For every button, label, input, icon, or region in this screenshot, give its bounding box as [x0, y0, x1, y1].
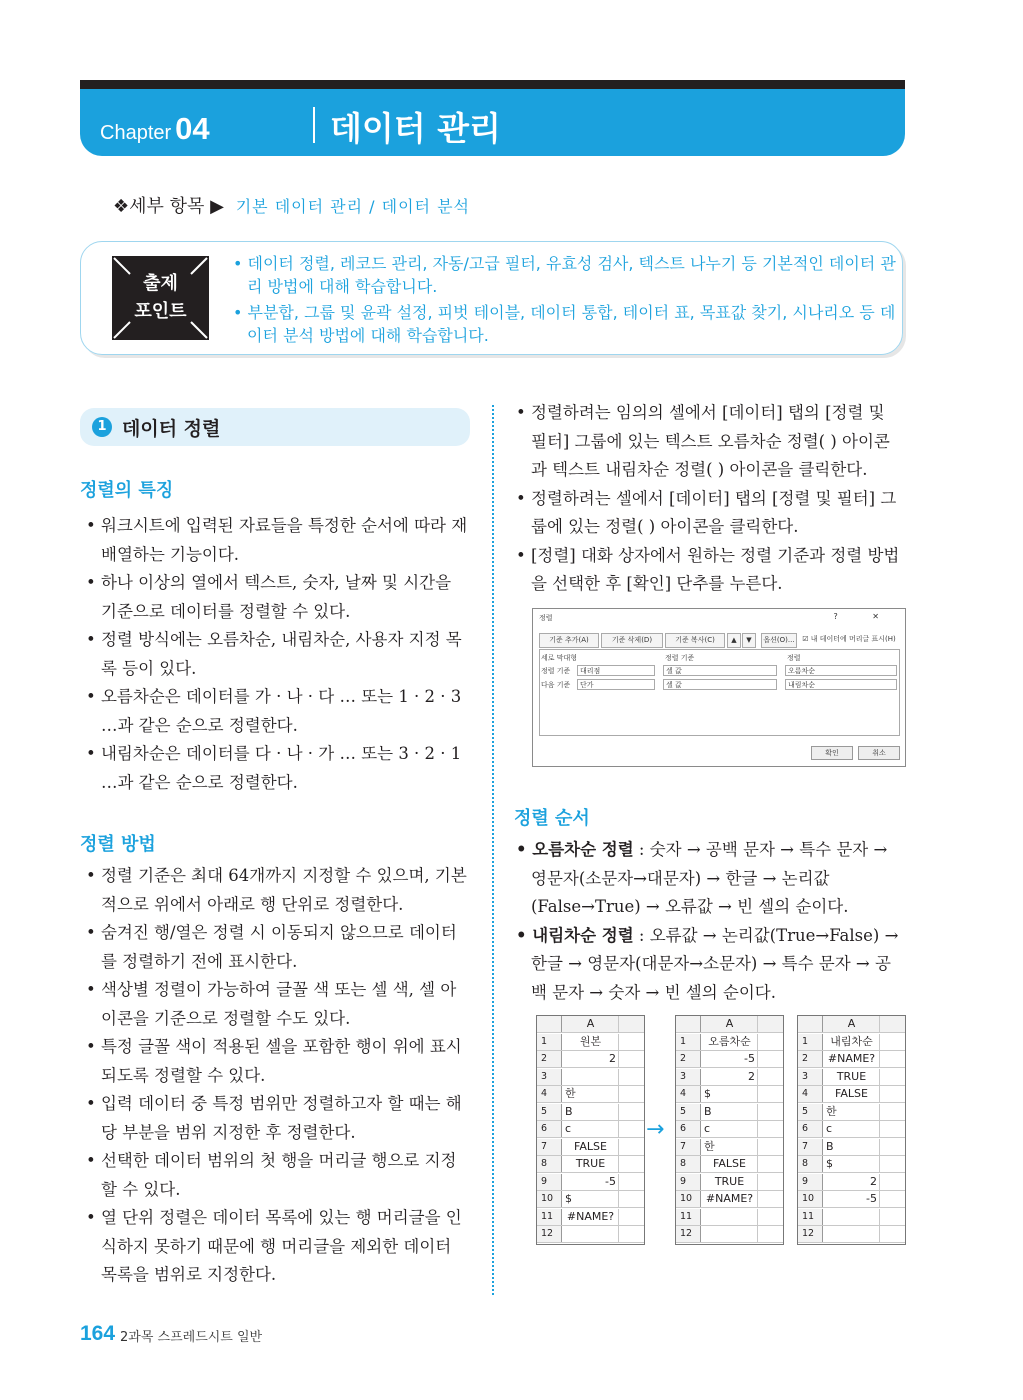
sheet-row — [798, 1156, 905, 1173]
row-label: 정렬 기준 — [541, 667, 571, 675]
badge-line-2: 포인트 — [134, 301, 187, 322]
sheet-cell: $ — [702, 1086, 758, 1102]
sheet-row — [537, 1069, 644, 1086]
sheet-column-header — [537, 1016, 644, 1033]
sheet-cell: 오름차순 — [702, 1034, 758, 1050]
row-number: 3 — [798, 1069, 823, 1085]
list-item: • 숨겨진 행/열은 정렬 시 이동되지 않으므로 데이터를 정렬하기 전에 표시한다. — [86, 923, 457, 971]
cancel-button[interactable]: 취소 — [858, 746, 900, 760]
sheet-row — [798, 1191, 905, 1208]
list-item: • 오름차순은 데이터를 가 · 나 · 다 … 또는 1 · 2 · 3 …과 같은 순으로 정렬한다. — [86, 687, 462, 735]
sort-by-select[interactable]: 대리점 — [577, 665, 655, 676]
row-number: 10 — [537, 1191, 562, 1207]
chapter-title: 데이터 관리 — [330, 109, 501, 148]
right-list — [516, 399, 904, 599]
sheet-cell: 2 — [563, 1051, 619, 1067]
desc-label: • 내림차순 정렬 — [516, 925, 634, 945]
sheet-row — [676, 1226, 783, 1243]
dialog-title: 정렬 — [539, 614, 553, 622]
column-letter: A — [824, 1016, 880, 1032]
row-number: 6 — [676, 1121, 701, 1137]
sheet-cell: B — [702, 1104, 758, 1120]
sheet-row — [676, 1156, 783, 1173]
row-number: 10 — [676, 1191, 701, 1207]
row-number: 3 — [537, 1069, 562, 1085]
list-item: • 입력 데이터 중 특정 범위만 정렬하고자 할 때는 해당 부분을 범위 지정한 후 정렬한다. — [86, 1094, 462, 1142]
row-number: 5 — [676, 1104, 701, 1120]
row-number: 5 — [798, 1104, 823, 1120]
row-number: 4 — [537, 1086, 562, 1102]
row-number: 4 — [676, 1086, 701, 1102]
row-number: 1 — [537, 1034, 562, 1050]
row-number: 10 — [798, 1191, 823, 1207]
row-number: 9 — [676, 1174, 701, 1190]
row-number: 1 — [798, 1034, 823, 1050]
sheet-row — [798, 1139, 905, 1156]
order-select[interactable]: 내림차순 — [785, 679, 897, 690]
sheet-cell: c — [824, 1121, 880, 1137]
order-heading: 정렬 순서 — [514, 808, 590, 829]
sheet-cell — [702, 1226, 758, 1242]
chapter-banner — [80, 80, 905, 156]
sheet-cell: FALSE — [702, 1156, 758, 1172]
list-item: • 정렬 기준은 최대 64개까지 지정할 수 있으며, 기본적으로 위에서 아래로 행 단위로 정렬한다. — [86, 866, 467, 914]
chapter-number: 04 — [175, 111, 210, 146]
sheet-column-header — [676, 1016, 783, 1033]
sheet-row — [798, 1104, 905, 1121]
section-number: 1 — [92, 417, 112, 437]
sheet-cell: 내림차순 — [824, 1034, 880, 1050]
sheet-row — [676, 1051, 783, 1068]
sheet-row — [676, 1034, 783, 1051]
desc-text: : 오류값 → 논리값(True→False) → 한글 → 영문자(대문자→소문자) → 특수 문자 → 공백 문자 → 숫자 → 빈 셀의 순이다. — [531, 925, 899, 1002]
sheet-cell: B — [563, 1104, 619, 1120]
sheet-row — [537, 1191, 644, 1208]
sheet-cell: 원본 — [563, 1034, 619, 1050]
methods-heading: 정렬 방법 — [80, 834, 156, 855]
sheet-cell: 2 — [824, 1174, 880, 1190]
chapter-label: Chapter 04 — [100, 111, 210, 146]
sheet-cell — [563, 1226, 619, 1242]
list-item: • 선택한 데이터 범위의 첫 행을 머리글 행으로 지정할 수 있다. — [86, 1151, 457, 1199]
sheet-cell: 한 — [824, 1104, 880, 1120]
sheet-row — [798, 1086, 905, 1103]
sheet-cell — [824, 1226, 880, 1242]
point-badge — [112, 256, 209, 340]
list-item — [516, 922, 904, 1008]
sheet-row — [537, 1174, 644, 1191]
sort-dialog — [532, 608, 906, 767]
list-item: • 정렬하려는 셀에서 [데이터] 탭의 [정렬 및 필터] 그룹에 있는 정렬( ) 아이콘을 클릭한다. — [516, 488, 897, 536]
sub-items-label: ❖세부 항목 ▶ — [113, 196, 224, 217]
row-number: 3 — [676, 1069, 701, 1085]
order-list — [516, 836, 904, 1007]
sheet-descending — [797, 1015, 906, 1245]
list-item: • 색상별 정렬이 가능하여 글꼴 색 또는 셀 색, 셀 아이콘을 기준으로 정렬할 수도 있다. — [86, 980, 457, 1028]
row-number: 7 — [798, 1139, 823, 1155]
sort-on-select[interactable]: 셀 값 — [663, 679, 777, 690]
sheet-column-header — [798, 1016, 905, 1033]
row-number: 9 — [798, 1174, 823, 1190]
sheet-row — [676, 1104, 783, 1121]
then-by-select[interactable]: 단가 — [577, 679, 655, 690]
sheet-row — [537, 1139, 644, 1156]
asc-text: : 숫자 → 공백 문자 → 특수 문자 → 영문자(소문자→대문자) → 한글 → 논리값(False→True) → 오류값 → 빈 셀의 순이다. — [531, 840, 888, 916]
sheet-cell — [702, 1209, 758, 1225]
list-item: • [정렬] 대화 상자에서 원하는 정렬 기준과 정렬 방법을 선택한 후 [확인] 단추를 누른다. — [516, 545, 900, 593]
row-number: 8 — [798, 1156, 823, 1172]
row-number: 11 — [537, 1209, 562, 1225]
order-select[interactable]: 오름차순 — [785, 665, 897, 676]
move-down-button[interactable]: ▼ — [742, 633, 756, 648]
point-item: • 부분합, 그룹 및 윤곽 설정, 피벗 테이블, 데이터 통합, 테이터 표, 목표값 찾기, 시나리오 등 데이터 분석 방법에 대해 학습합니다. — [233, 303, 896, 345]
sheet-row — [537, 1121, 644, 1138]
sheet-cell: $ — [563, 1191, 619, 1207]
sheet-cell: TRUE — [702, 1174, 758, 1190]
section-header — [80, 408, 470, 446]
column-divider — [492, 405, 494, 1295]
sheet-row — [537, 1156, 644, 1173]
sheet-row — [798, 1034, 905, 1051]
row-number: 2 — [537, 1051, 562, 1067]
row-number — [676, 1016, 701, 1032]
sheet-row — [676, 1191, 783, 1208]
sheet-cell: #NAME? — [702, 1191, 758, 1207]
row-number: 7 — [537, 1139, 562, 1155]
row-number: 1 — [676, 1034, 701, 1050]
list-item — [516, 836, 904, 922]
list-item: • 하나 이상의 열에서 텍스트, 숫자, 날짜 및 시간을 기준으로 데이터를 정렬할 수 있다. — [86, 573, 452, 621]
arrow-icon: → — [646, 1117, 665, 1142]
features-list — [86, 512, 472, 797]
sheet-cell: FALSE — [563, 1139, 619, 1155]
sheet-cell: -5 — [824, 1191, 880, 1207]
row-number: 2 — [676, 1051, 701, 1067]
sheet-cell: c — [563, 1121, 619, 1137]
ok-button[interactable]: 확인 — [811, 746, 853, 760]
sheet-row — [798, 1051, 905, 1068]
section-title: 데이터 정렬 — [122, 418, 221, 440]
row-number: 2 — [798, 1051, 823, 1067]
row-number: 11 — [676, 1209, 701, 1225]
list-item: • 정렬하려는 임의의 셀에서 [데이터] 탭의 [정렬 및 필터] 그룹에 있는 텍스트 오름차순 정렬( ) 아이콘과 텍스트 내림차순 정렬( ) 아이콘을 클릭한다. — [516, 403, 890, 479]
sheet-row — [537, 1034, 644, 1051]
sheet-cell: 2 — [702, 1069, 758, 1085]
sheet-cell: #NAME? — [824, 1051, 880, 1067]
list-item: • 열 단위 정렬은 데이터 목록에 있는 행 머리글을 인식하지 못하기 때문에 행 머리글을 제외한 데이터 목록을 범위로 지정한다. — [86, 1208, 462, 1284]
options-button[interactable]: 옵션(O)... — [761, 633, 797, 648]
sheet-cell — [563, 1069, 619, 1085]
sheet-row — [798, 1121, 905, 1138]
col-header: 정렬 — [787, 654, 801, 662]
sort-levels-grid — [539, 649, 900, 736]
row-number: 12 — [537, 1226, 562, 1242]
features-heading: 정렬의 특징 — [80, 480, 174, 501]
col-header: 세로 막대형 — [541, 654, 578, 662]
list-item: • 특정 글꼴 색이 적용된 셀을 포함한 행이 위에 표시되도록 정렬할 수 있다. — [86, 1037, 462, 1085]
sheet-cell: $ — [824, 1156, 880, 1172]
sheet-ascending — [675, 1015, 784, 1245]
headers-checkbox[interactable]: ☑ 내 데이터에 머리글 표시(H) — [802, 635, 896, 643]
copy-level-button[interactable]: 기준 복사(C) — [665, 633, 725, 648]
sheet-row — [676, 1069, 783, 1086]
sheet-row — [537, 1104, 644, 1121]
chapter-divider — [313, 107, 315, 143]
sheet-cell: B — [824, 1139, 880, 1155]
sort-on-select[interactable]: 셀 값 — [663, 665, 777, 676]
methods-list — [86, 862, 472, 1290]
sheet-cell: c — [702, 1121, 758, 1137]
row-number: 4 — [798, 1086, 823, 1102]
sheet-row — [537, 1209, 644, 1226]
row-number: 7 — [676, 1139, 701, 1155]
row-number: 6 — [798, 1121, 823, 1137]
sheet-cell: -5 — [702, 1051, 758, 1067]
sheet-row — [676, 1086, 783, 1103]
page-number: 164 — [80, 1322, 116, 1345]
sheet-cell: 한 — [702, 1139, 758, 1155]
column-letter: A — [563, 1016, 619, 1032]
sheet-cell: TRUE — [824, 1069, 880, 1085]
delete-level-button[interactable]: 기준 삭제(D) — [601, 633, 663, 648]
sheet-row — [798, 1226, 905, 1243]
row-number: 6 — [537, 1121, 562, 1137]
list-item: • 워크시트에 입력된 자료들을 특정한 순서에 따라 재배열하는 기능이다. — [86, 516, 468, 564]
col-header: 정렬 기준 — [665, 654, 695, 662]
row-number: 12 — [798, 1226, 823, 1242]
row-label: 다음 기준 — [541, 681, 571, 689]
dialog-controls[interactable]: ? ✕ — [833, 612, 895, 621]
row-number — [798, 1016, 823, 1032]
sub-items-links: 기본 데이터 관리 / 데이터 분석 — [235, 197, 471, 216]
move-up-button[interactable]: ▲ — [727, 633, 741, 648]
sheet-cell: TRUE — [563, 1156, 619, 1172]
add-level-button[interactable]: 기준 추가(A) — [539, 633, 599, 648]
sheet-row — [798, 1209, 905, 1226]
sheet-row — [676, 1139, 783, 1156]
sheet-row — [537, 1051, 644, 1068]
sheet-cell: -5 — [563, 1174, 619, 1190]
row-number — [537, 1016, 562, 1032]
sheet-row — [537, 1086, 644, 1103]
column-letter: A — [702, 1016, 758, 1032]
point-item: • 데이터 정렬, 레코드 관리, 자동/고급 필터, 유효성 검사, 텍스트 나누기 등 기본적인 데이터 관리 방법에 대해 학습합니다. — [233, 254, 896, 296]
asc-label: • 오름차순 정렬 — [516, 840, 634, 859]
sheet-row — [798, 1069, 905, 1086]
row-number: 9 — [537, 1174, 562, 1190]
sheet-row — [676, 1121, 783, 1138]
sheet-row — [676, 1174, 783, 1191]
row-number: 8 — [676, 1156, 701, 1172]
list-item: • 내림차순은 데이터를 다 · 나 · 가 … 또는 3 · 2 · 1 …과 같은 순으로 정렬한다. — [86, 744, 462, 792]
sheet-cell: 한 — [563, 1086, 619, 1102]
sheet-row — [676, 1209, 783, 1226]
badge-line-1: 출제 — [143, 273, 178, 294]
row-number: 5 — [537, 1104, 562, 1120]
row-number: 11 — [798, 1209, 823, 1225]
sheet-row — [537, 1226, 644, 1243]
list-item: • 정렬 방식에는 오름차순, 내림차순, 사용자 지정 목록 등이 있다. — [86, 630, 462, 678]
sub-items — [113, 192, 470, 218]
row-number: 8 — [537, 1156, 562, 1172]
sheet-cell: #NAME? — [563, 1209, 619, 1225]
sheet-original — [536, 1015, 645, 1245]
sheet-row — [798, 1174, 905, 1191]
sheet-cell — [824, 1209, 880, 1225]
sheet-cell: FALSE — [824, 1086, 880, 1102]
footer-text: 2과목 스프레드시트 일반 — [120, 1330, 263, 1345]
row-number: 12 — [676, 1226, 701, 1242]
